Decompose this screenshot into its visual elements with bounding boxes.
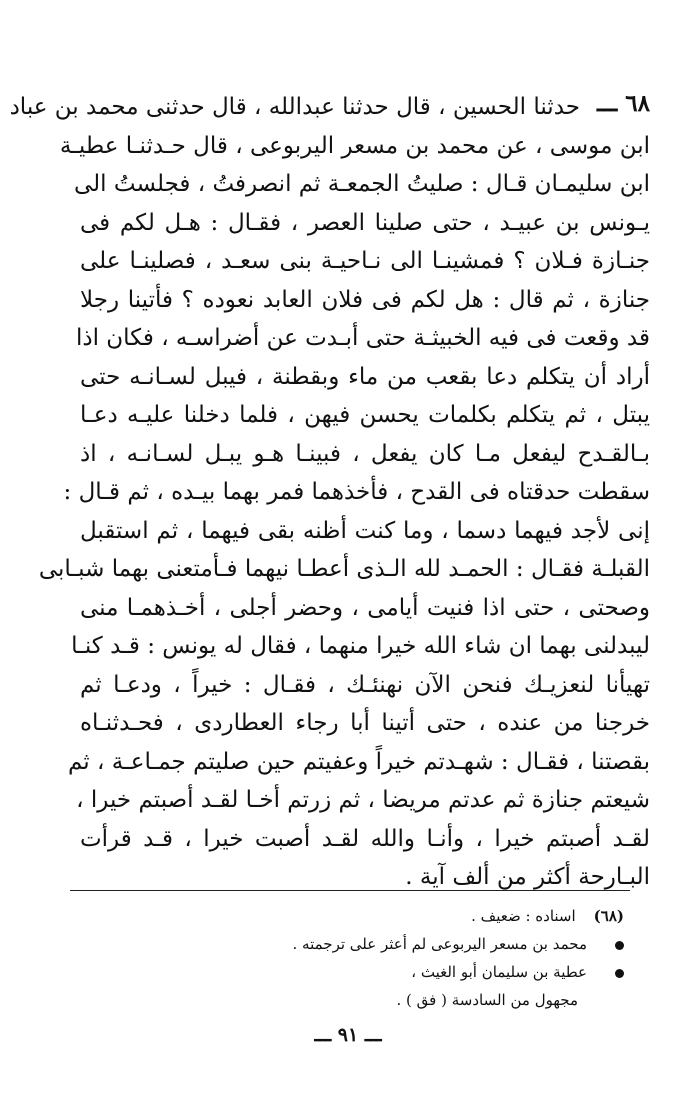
text-line: تهيأنا لنعزيـك فنحن الآن نهنئـك ، فقـال : خيراً ، ودعـا ثم [80,671,650,698]
bullet-icon [615,969,624,978]
text-line: جنـازة فـلان ؟ فمشينـا الى نـاحيـة بنى سعـد ، فصلينـا على [80,248,650,274]
text-line: بـالقـدح ليفعل مـا كان يفعل ، فبينـا هـو يبـل لسـانـه ، اذ [80,440,650,467]
text-line: جنازة ، ثم قال : هل لكم فى فلان العابد نعوده ؟ فأتينا رجلا [80,286,650,313]
hadith-text [9,88,650,897]
hadith-number: ٦٨ ـــ [597,90,650,117]
footnote-header [64,902,624,930]
isnad-grade: اسناده : ضعيف . [471,907,576,925]
text-line: يـونس بن عبيـد ، حتى صلينا العصر ، فقـال : هـل لكم فى [80,209,650,236]
footnotes [64,902,624,1014]
footnote-item-text: عطية بن سليمان أبو الغيث ، [411,963,587,981]
footnote-divider [70,890,630,891]
text-line: سقطت حدقتاه فى القدح ، فأخذهما فمر بهما بيـده ، ثم قـال : [63,479,650,505]
text-line: ليبدلنى بهما ان شاء الله خيرا منهما ، فقال له يونس : قـد كنـا [71,633,650,659]
footnote-item [64,958,624,986]
text-line: أراد أن يتكلم دعا بقعب من ماء وبقطنة ، فيبل لسـانـه حتى [80,363,650,390]
text-line: يبتل ، ثم يتكلم بكلمات يحسن فيهن ، فلما دخلنا عليـه دعـا [80,402,650,428]
text-line: لقـد أصبتم خيرا ، وأنـا والله لقـد أصبت خيرا ، قـد قرأت [80,825,650,852]
text-line: حدثنا الحسين ، قال حدثنا عبدالله ، قال حدثنى محمد بن عباد [9,94,580,120]
text-line: قد وقعت فى فيه الخبيثـة حتى أبـدت عن أضراسـه ، فكان اذا [75,325,650,351]
page-number: ـــ ٩١ ـــ [314,1024,382,1046]
text-line: القبلـة فقـال : الحمـد لله الـذى أعطـا نيهما فـأمتعنى بهما شبـابى [38,556,650,582]
text-line: خرجنا من عنده ، حتى أتينا أبا رجاء العطاردى ، فحـدثنـاه [80,710,650,736]
text-line: البـارحة أكثر من ألف آية . [405,864,650,890]
text-line: شيعتم جنازة ثم عدتم مريضا ، ثم زرتم أخـا لقـد أصبتم خيرا ، [76,787,650,813]
footnote-item [64,930,624,958]
text-line: ابن سليمـان قـال : صليتُ الجمعـة ثم انصرفتُ ، فجلستُ الى [73,171,650,197]
text-line: بقصتنا ، فقـال : شهـدتم خيراً وعفيتم حين صليتم جمـاعـة ، ثم [67,748,650,775]
footnote-ref: (٦٨) [593,907,624,925]
bullet-icon [615,941,624,950]
footnote-item-text: محمد بن مسعر اليربوعى لم أعثر على ترجمته . [292,935,587,953]
text-line: ابن موسى ، عن محمد بن مسعر اليربوعى ، قال حـدثنـا عطيـة [59,132,650,159]
text-line: وصحتى ، حتى اذا فنيت أيامى ، وحضر أجلى ، أخـذهمـا منى [80,594,650,621]
footnote-continuation: مجهول من السادسة ( فق ) . [396,991,578,1009]
text-line: إنى لأجد فيهما دسما ، وما كنت أظنه بقى فيهما ، ثم استقبل [80,517,650,544]
